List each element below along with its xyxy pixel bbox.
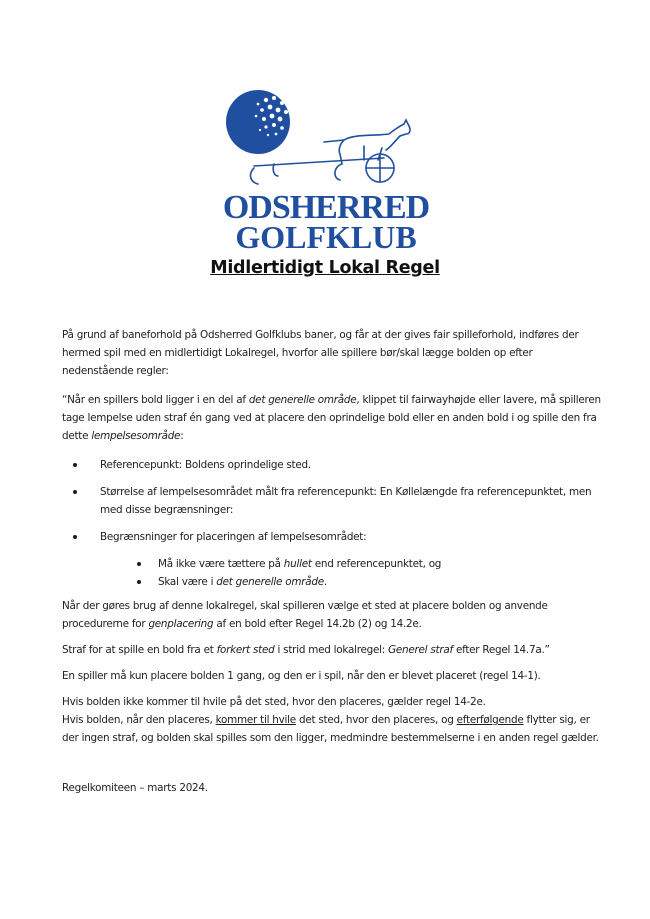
procedure-term: genplacering [148, 618, 214, 630]
sub-bullet-text: . [323, 576, 327, 588]
intro-paragraph: På grund af baneforhold på Odsherred Golfklubs baner, og får at der gives fair spilleforhold, indføres der hermed spil med en midlertidigt Lokalregel, hvorfor alle spillere bør/skal lægge bolden op efter nedenstående regler: [62, 329, 579, 377]
penalty-paragraph [62, 641, 602, 659]
penalty-text: efter Regel 14.7a.” [452, 644, 550, 656]
place-once-paragraph: En spiller må kun placere bolden 1 gang, og den er i spil, når den er blevet placeret (regel 14-1). [62, 670, 541, 682]
penalty-text: Straf for at spille en bold fra et [62, 644, 217, 656]
rest-paragraph [62, 711, 602, 747]
rest-emphasis: efterfølgende [456, 714, 524, 726]
penalty-term: forkert sted [216, 644, 275, 656]
sub-bullet-text: end referencepunktet, og [311, 558, 442, 570]
document-body [62, 326, 602, 747]
rule-bullet-list [62, 456, 602, 591]
procedure-paragraph [62, 597, 602, 633]
penalty-text: i strid med lokalregel: [274, 644, 389, 656]
sub-bullet-text: Skal være i [158, 576, 217, 588]
procedure-text: af en bold efter Regel 14.2b (2) og 14.2e. [213, 618, 422, 630]
rule-text: : [180, 430, 184, 442]
rule-text: , klippet til fairwayhøjde eller lavere, må spilleren tage lempelse uden straf én gang ved at placere den oprindelige bold eller en anden bold i og spille den fra dette [62, 394, 601, 442]
rest-text: det sted, hvor den placeres, og [295, 714, 457, 726]
sub-bullet-not-nearer-hole [134, 555, 602, 573]
logo-text-line2: GOLFKLUB [235, 219, 417, 252]
rest-text: Hvis bolden, når den placeres, [62, 714, 216, 726]
bullet-limitations-label: Begrænsninger for placeringen af lempelsesområdet: [100, 531, 367, 543]
club-logo [214, 90, 438, 252]
sub-bullet-term: det generelle område [216, 576, 324, 588]
sub-bullet-general-area [134, 573, 602, 591]
rest-text: flytter sig, er der ingen straf, og bolden skal spilles som den ligger, medmindre bestemmelserne i en anden regel gælder. [62, 714, 599, 744]
penalty-term: Generel straf [388, 644, 453, 656]
golf-ball-trotter-logo-icon [214, 90, 438, 252]
limitations-sub-list [100, 555, 602, 591]
bullet-limitations [62, 528, 602, 591]
page-title: Midlertidigt Lokal Regel [210, 258, 440, 278]
bullet-relief-area-size: Størrelse af lempelsesområdet målt fra referencepunkt: En Køllelængde fra referencepunktet, men med disse begrænsninger: [62, 483, 602, 519]
signature-line: Regelkomiteen – marts 2024. [62, 782, 208, 794]
rule-paragraph [62, 391, 602, 445]
rest-emphasis: kommer til hvile [215, 714, 296, 726]
rule-text: “Når en spillers bold ligger i en del af [62, 394, 249, 406]
rule-term: det generelle område [248, 394, 357, 406]
sub-bullet-text: Må ikke være tættere på [158, 558, 284, 570]
procedure-text: Når der gøres brug af denne lokalregel, skal spilleren vælge et sted at placere bolden og anvende procedurerne for [62, 600, 548, 630]
rest-paragraph-line1: Hvis bolden ikke kommer til hvile på det sted, hvor den placeres, gælder regel 14-2e. [62, 696, 486, 708]
bullet-reference-point: Referencepunkt: Boldens oprindelige sted. [62, 456, 602, 474]
sub-bullet-term: hullet [283, 558, 312, 570]
logo-text-line1: ODSHERRED [222, 189, 430, 226]
rule-term: lempelsesområde [91, 430, 181, 442]
